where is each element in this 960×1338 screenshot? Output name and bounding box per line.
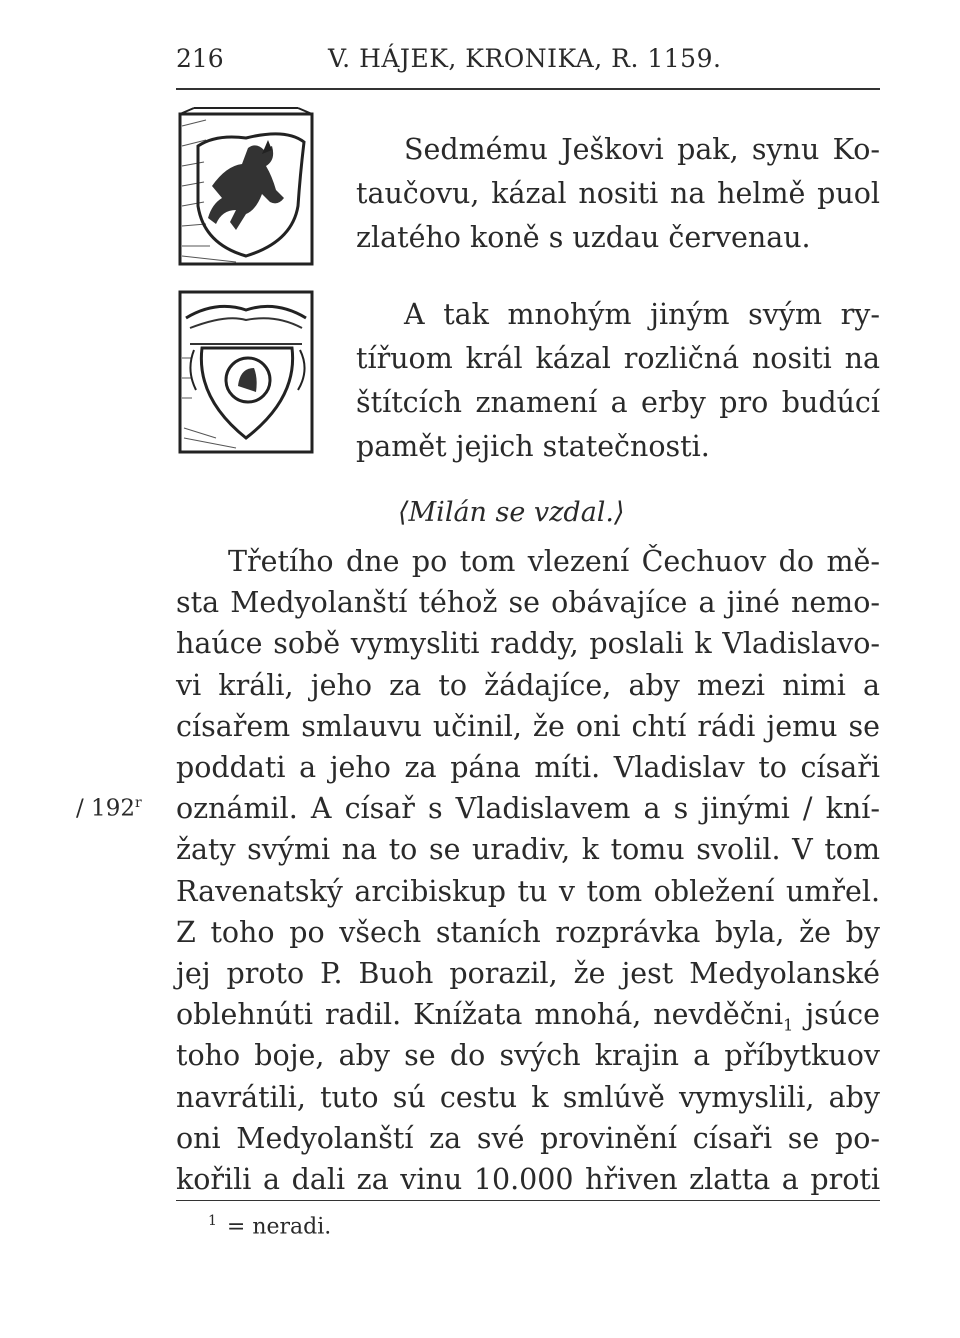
para3-line: poddati a jeho za pána míti. Vladislav to císaři — [176, 751, 880, 784]
margin-note-text: / 192 — [76, 795, 135, 822]
margin-folio-note — [76, 783, 142, 829]
para3-line: haúce sobě vymysliti raddy, poslali k Vladislavo- — [176, 627, 880, 661]
para1-line: Sedmému Ješkovi pak, synu Ko- — [404, 133, 880, 166]
para3-line: toho boje, aby se do svých krajin a příbytkuov — [176, 1039, 880, 1073]
horse-coat-of-arms-icon — [176, 106, 316, 266]
footnote-rule — [176, 1200, 880, 1201]
running-title: V. HÁJEK, KRONIKA, R. 1159. — [328, 44, 722, 73]
footnote-marker: 1 — [208, 1213, 217, 1229]
para2-line: tířuom král kázal rozličná nositi na — [356, 342, 880, 375]
para3-line: navrátili, tuto sú cestu k smlúvě vymyslili, aby — [176, 1080, 880, 1114]
page-number: 216 — [176, 44, 224, 73]
shield-coat-of-arms-icon — [176, 288, 316, 448]
para3-line: Ravenatský arcibiskup tu v tom obležení umřel. — [176, 874, 880, 908]
para2-line: pamět jejich statečnosti. — [356, 430, 710, 463]
header-rule — [176, 88, 880, 90]
para3-line: kořili a dali za vinu 10.000 hřiven zlatta a proti — [176, 1163, 880, 1196]
footnote-text: = neradi. — [226, 1214, 332, 1240]
para1-line: taučovu, kázal nositi na helmě puol — [356, 177, 880, 210]
para1-line: zlatého koně s uzdau červenau. — [356, 221, 811, 254]
para3-line: žaty svými na to se uradiv, k tomu svolil. V tom — [176, 833, 880, 867]
para3-line: oni Medyolanští za své provinění císaři se po- — [176, 1121, 880, 1155]
para2-line: A tak mnohým jiným svým ry- — [404, 298, 880, 331]
para3-line12-before: oblehnúti radil. Knížata mnohá, nevděčni — [176, 998, 784, 1032]
para3-line: jej proto P. Buoh porazil, že jest Medyolanské — [176, 957, 880, 990]
para2-line: štítcích znamení a erby pro budúcí — [356, 386, 880, 419]
running-header — [176, 44, 880, 84]
para3-line: Třetího dne po tom vlezení Čechuov do mě- — [228, 545, 880, 578]
footnote-ref: 1 — [783, 1015, 794, 1035]
margin-note-sup: r — [134, 795, 142, 811]
para3-line: Z toho po všech staních rozprávka byla, že by — [176, 915, 880, 949]
para3-line12-after: jsúce — [805, 998, 880, 1032]
para3-line: vi králi, jeho za to žádajíce, aby mezi nimi a — [176, 668, 880, 702]
para3-line: oznámil. A císař s Vladislavem a s jinými / kní- — [176, 792, 880, 826]
para3-line: sta Medyolanští téhož se obávajíce a jiné nemo- — [176, 586, 880, 620]
footnote — [208, 1213, 331, 1239]
para3-line: císařem smlauvu učinil, že oni chtí rádi jemu se — [176, 709, 880, 743]
section-heading: ⟨Milán se vzdal.⟩ — [398, 497, 625, 528]
